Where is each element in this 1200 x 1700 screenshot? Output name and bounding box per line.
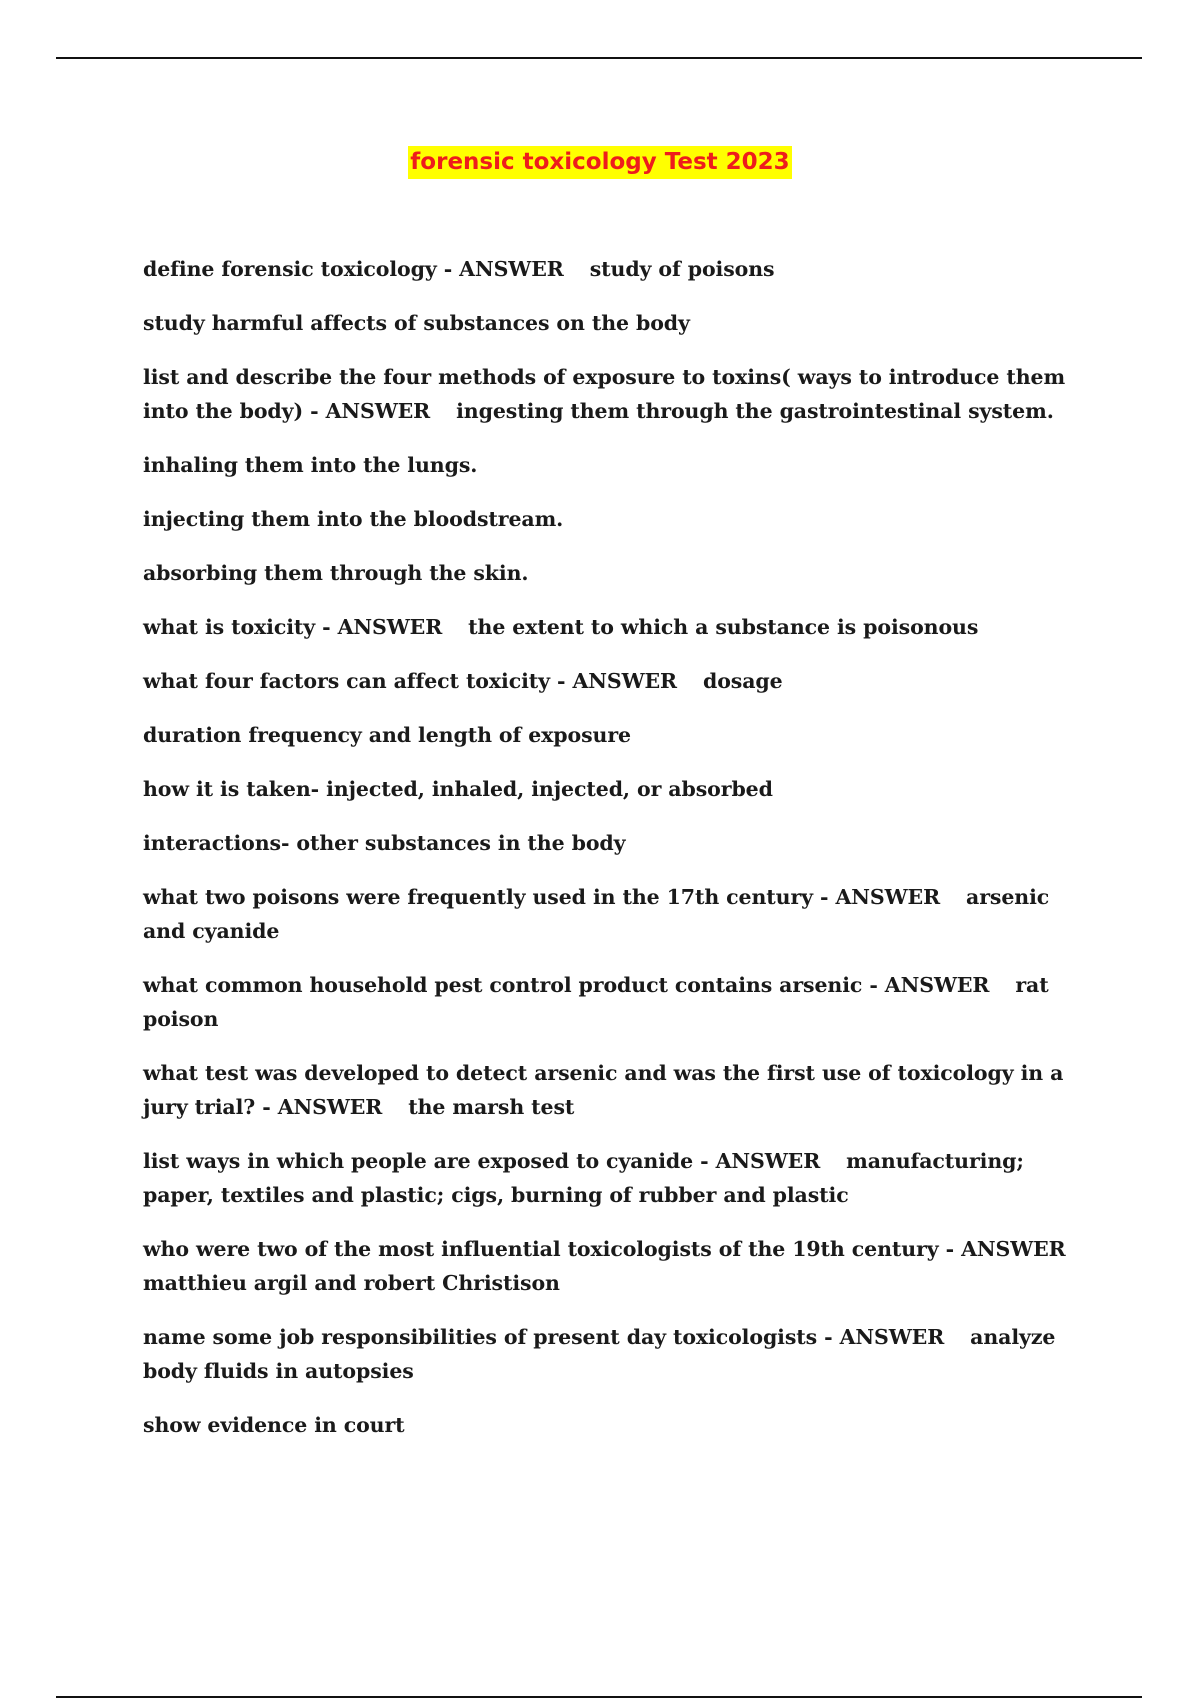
answer-continuation: absorbing them through the skin. — [143, 561, 529, 585]
answer-marker: ANSWER — [835, 885, 941, 909]
answer-continuation: interactions- other substances in the body — [143, 831, 626, 855]
question-text: who were two of the most influential toxicologists of the 19th century — [143, 1237, 939, 1261]
answer-continuation: show evidence in court — [143, 1413, 405, 1437]
answer-continuation: injecting them into the bloodstream. — [143, 507, 564, 531]
answer-marker: ANSWER — [715, 1149, 821, 1173]
answer-text: the marsh test — [408, 1095, 575, 1119]
qa-item: what common household pest control product contains arsenic - ANSWER rat poison — [143, 973, 1049, 1031]
answer-continuation: how it is taken- injected, inhaled, injected, or absorbed — [143, 777, 773, 801]
answer-text: manufacturing; paper, textiles and plastic; cigs, burning of rubber and plastic — [143, 1149, 1024, 1207]
answer-text: dosage — [702, 669, 783, 693]
answer-text: the extent to which a substance is poisonous — [468, 615, 979, 639]
answer-text: study of poisons — [589, 257, 775, 281]
qa-item: what four factors can affect toxicity - ANSWER dosage — [143, 669, 783, 693]
document-title: forensic toxicology Test 2023 — [408, 146, 791, 179]
title-container — [0, 146, 1200, 179]
answer-text: rat poison — [143, 973, 1049, 1031]
question-text: what common household pest control product contains arsenic — [143, 973, 863, 997]
qa-item: what two poisons were frequently used in the 17th century - ANSWER arsenic and cyanide — [143, 885, 1050, 943]
answer-text: arsenic and cyanide — [143, 885, 1050, 943]
question-text: what is toxicity — [143, 615, 316, 639]
question-text: what test was developed to detect arsenic and was the first use of toxicology in a jury trial? — [143, 1061, 1064, 1119]
qa-item: define forensic toxicology - ANSWER study of poisons — [143, 257, 775, 281]
qa-item: list and describe the four methods of exposure to toxins( ways to introduce them into the body) - ANSWER ingesting them through the gastrointestinal system. — [143, 365, 1066, 423]
answer-marker: ANSWER — [884, 973, 990, 997]
bottom-rule — [56, 1696, 1142, 1698]
answer-continuation: duration frequency and length of exposure — [143, 723, 632, 747]
answer-marker: ANSWER — [277, 1095, 383, 1119]
qa-list — [143, 252, 1093, 1462]
question-text: define forensic toxicology — [143, 257, 437, 281]
answer-text: ingesting them through the gastrointestinal system. — [456, 399, 1054, 423]
answer-marker: ANSWER — [325, 399, 431, 423]
qa-item: name some job responsibilities of present day toxicologists - ANSWER analyze body fluids in autopsies — [143, 1325, 1056, 1383]
question-text: what two poisons were frequently used in the 17th century — [143, 885, 813, 909]
answer-continuation: inhaling them into the lungs. — [143, 453, 478, 477]
answer-marker: ANSWER — [337, 615, 443, 639]
answer-marker: ANSWER — [572, 669, 677, 693]
qa-item: what test was developed to detect arsenic and was the first use of toxicology in a jury trial? - ANSWER the marsh test — [143, 1061, 1064, 1119]
qa-item: who were two of the most influential toxicologists of the 19th century - ANSWERmatthieu argil and robert Christison — [143, 1237, 1066, 1295]
answer-continuation: study harmful affects of substances on the body — [143, 311, 690, 335]
qa-item: what is toxicity - ANSWER the extent to which a substance is poisonous — [143, 615, 979, 639]
answer-marker: ANSWER — [961, 1237, 1066, 1261]
answer-marker: ANSWER — [839, 1325, 945, 1349]
question-text: what four factors can affect toxicity — [143, 669, 550, 693]
question-text: list ways in which people are exposed to cyanide — [143, 1149, 694, 1173]
question-text: name some job responsibilities of present day toxicologists — [143, 1325, 818, 1349]
top-rule — [56, 57, 1142, 59]
question-text: list and describe the four methods of exposure to toxins( ways to introduce them into the body) — [143, 365, 1066, 423]
answer-marker: ANSWER — [459, 257, 564, 281]
answer-text: matthieu argil and robert Christison — [143, 1271, 560, 1295]
qa-item: list ways in which people are exposed to cyanide - ANSWER manufacturing; paper, textiles and plastic; cigs, burning of rubber and plastic — [143, 1149, 1024, 1207]
answer-text: analyze body fluids in autopsies — [143, 1325, 1056, 1383]
